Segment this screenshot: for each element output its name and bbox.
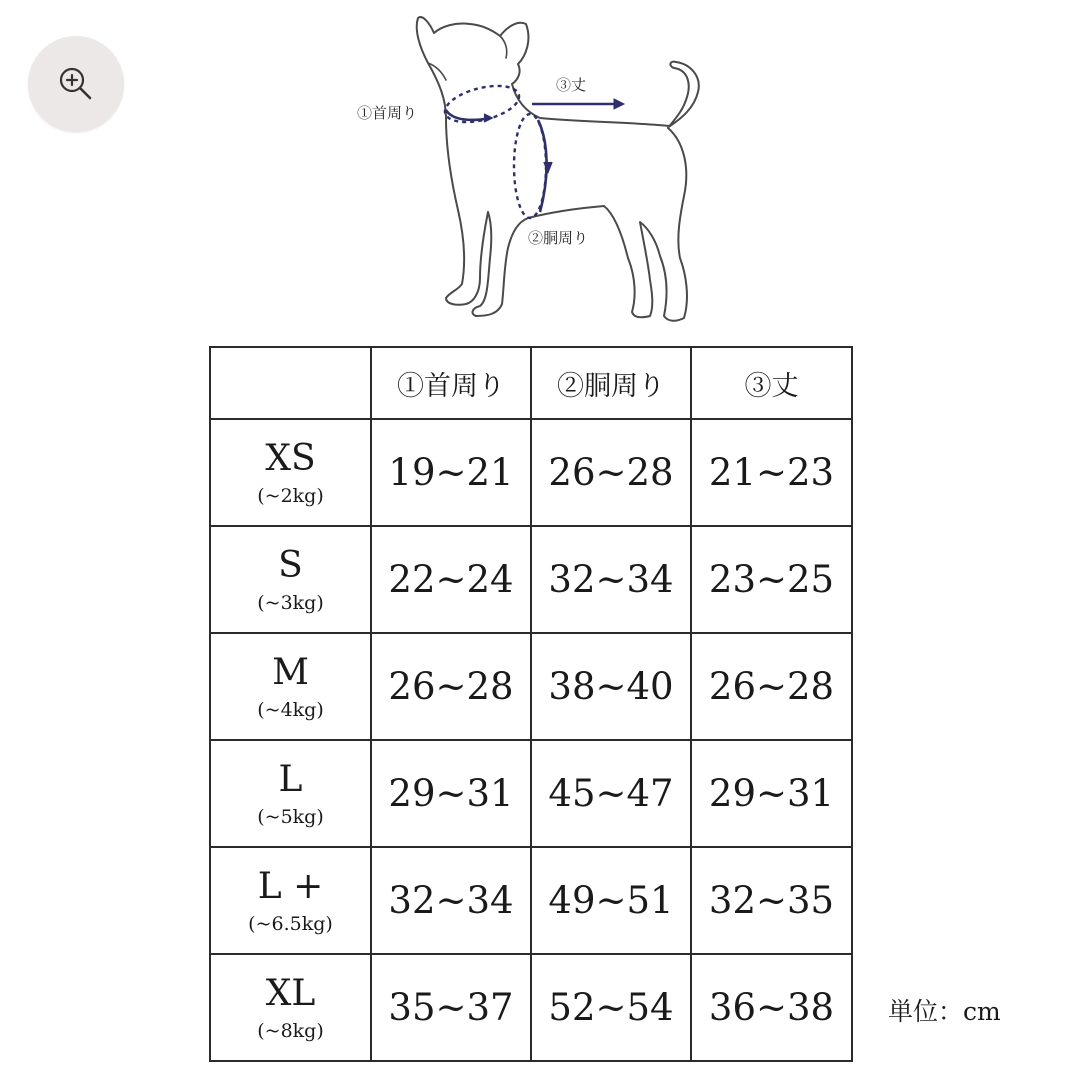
neck-value: 22~24 — [371, 526, 531, 633]
table-row — [210, 740, 852, 847]
size-name: L — [278, 759, 303, 801]
chest-value: 32~34 — [531, 526, 691, 633]
size-cell — [210, 847, 371, 954]
table-row — [210, 847, 852, 954]
chest-label: ②胴周り — [528, 229, 589, 247]
header-neck: ①首周り — [371, 347, 531, 419]
size-weight: (~8kg) — [257, 1019, 324, 1042]
header-chest: ②胴周り — [531, 347, 691, 419]
neck-measure-line — [441, 79, 522, 128]
size-cell — [210, 633, 371, 740]
size-table — [209, 346, 853, 1062]
length-value: 26~28 — [691, 633, 852, 740]
chest-value: 52~54 — [531, 954, 691, 1061]
size-cell — [210, 954, 371, 1061]
length-value: 36~38 — [691, 954, 852, 1061]
size-weight: (~3kg) — [257, 591, 324, 614]
unit-note: 単位：cm — [888, 997, 1001, 1026]
table-row — [210, 954, 852, 1061]
chest-value: 26~28 — [531, 419, 691, 526]
length-measure-arrow — [532, 99, 624, 109]
size-cell — [210, 740, 371, 847]
length-value: 29~31 — [691, 740, 852, 847]
length-value: 23~25 — [691, 526, 852, 633]
size-name: XS — [265, 438, 316, 480]
size-weight: (~4kg) — [257, 698, 324, 721]
table-row — [210, 419, 852, 526]
size-name: S — [278, 545, 303, 587]
neck-value: 32~34 — [371, 847, 531, 954]
size-cell — [210, 419, 371, 526]
neck-value: 19~21 — [371, 419, 531, 526]
zoom-button[interactable] — [28, 36, 124, 132]
dog-ear-detail — [500, 36, 507, 58]
neck-value: 35~37 — [371, 954, 531, 1061]
size-name: M — [272, 652, 309, 694]
neck-value: 29~31 — [371, 740, 531, 847]
size-weight: (~5kg) — [257, 805, 324, 828]
size-name: XL — [265, 973, 316, 1015]
size-weight: (~6.5kg) — [248, 912, 333, 935]
chest-value: 49~51 — [531, 847, 691, 954]
size-weight: (~2kg) — [257, 484, 324, 507]
chest-measure-line — [514, 114, 552, 218]
header-blank-cell — [210, 347, 371, 419]
table-header-row — [210, 347, 852, 419]
table-row — [210, 526, 852, 633]
neck-value: 26~28 — [371, 633, 531, 740]
length-value: 32~35 — [691, 847, 852, 954]
chest-value: 45~47 — [531, 740, 691, 847]
size-name: L + — [257, 866, 324, 908]
chest-value: 38~40 — [531, 633, 691, 740]
dog-measurement-diagram — [330, 0, 750, 335]
zoom-in-icon — [56, 64, 96, 104]
header-length: ③丈 — [691, 347, 852, 419]
dog-snout-detail — [428, 63, 446, 80]
length-label: ③丈 — [556, 76, 587, 94]
length-value: 21~23 — [691, 419, 852, 526]
size-cell — [210, 526, 371, 633]
neck-label: ①首周り — [357, 104, 418, 122]
table-row — [210, 633, 852, 740]
dog-outline — [417, 17, 699, 321]
